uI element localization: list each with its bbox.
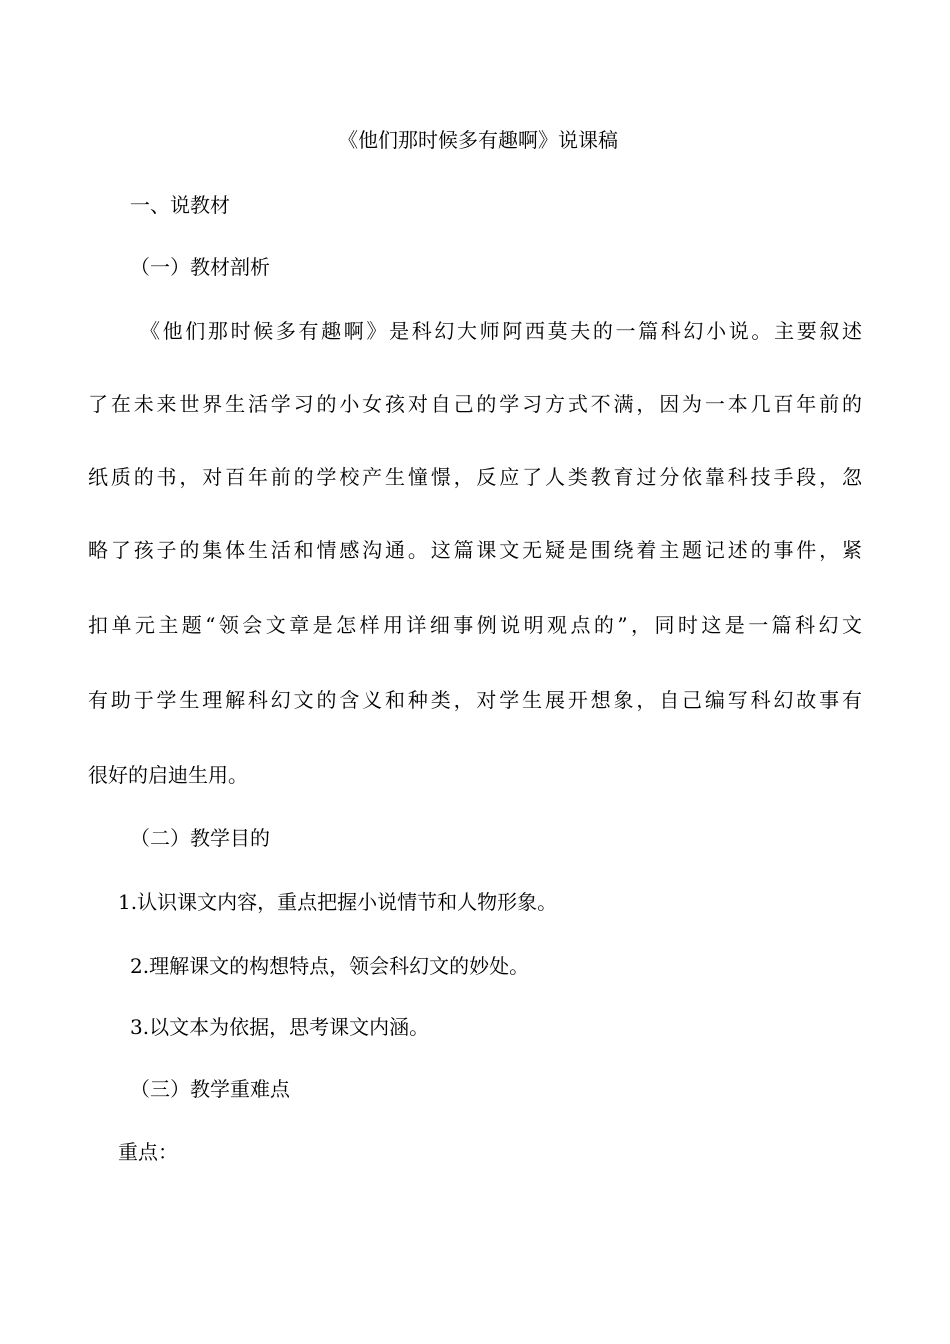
document-title: 《他们那时候多有趣啊》说课稿 [338,128,618,152]
goal-item-3: 3.以文本为依据，思考课文内涵。 [130,1015,430,1039]
paragraph-line: 很好的启迪生用。 [88,763,248,787]
paragraph-line: 《他们那时候多有趣啊》是科幻大师阿西莫夫的一篇科幻小说。主要叙述 [140,319,862,343]
goal-item-1: 1.认识课文内容，重点把握小说情节和人物形象。 [118,890,558,914]
paragraph-line: 扣单元主题“领会文章是怎样用详细事例说明观点的”，同时这是一篇科幻文 [88,613,862,637]
subsection-heading-goals: （二）教学目的 [130,826,270,850]
paragraph-line: 纸质的书，对百年前的学校产生憧憬，反应了人类教育过分依靠科技手段，忽 [88,465,862,489]
goal-item-2: 2.理解课文的构想特点，领会科幻文的妙处。 [130,954,530,978]
paragraph-line: 了在未来世界生活学习的小女孩对自己的学习方式不满，因为一本几百年前的 [88,392,862,416]
section-heading-textbook: 一、说教材 [130,193,230,217]
paragraph-line: 有助于学生理解科幻文的含义和种类，对学生展开想象，自己编写科幻故事有 [88,688,862,712]
subsection-heading-analysis: （一）教材剖析 [130,255,270,279]
paragraph-line: 略了孩子的集体生活和情感沟通。这篇课文无疑是围绕着主题记述的事件，紧 [88,538,862,562]
key-point-label: 重点： [118,1140,178,1164]
subsection-heading-key-points: （三）教学重难点 [130,1077,290,1101]
